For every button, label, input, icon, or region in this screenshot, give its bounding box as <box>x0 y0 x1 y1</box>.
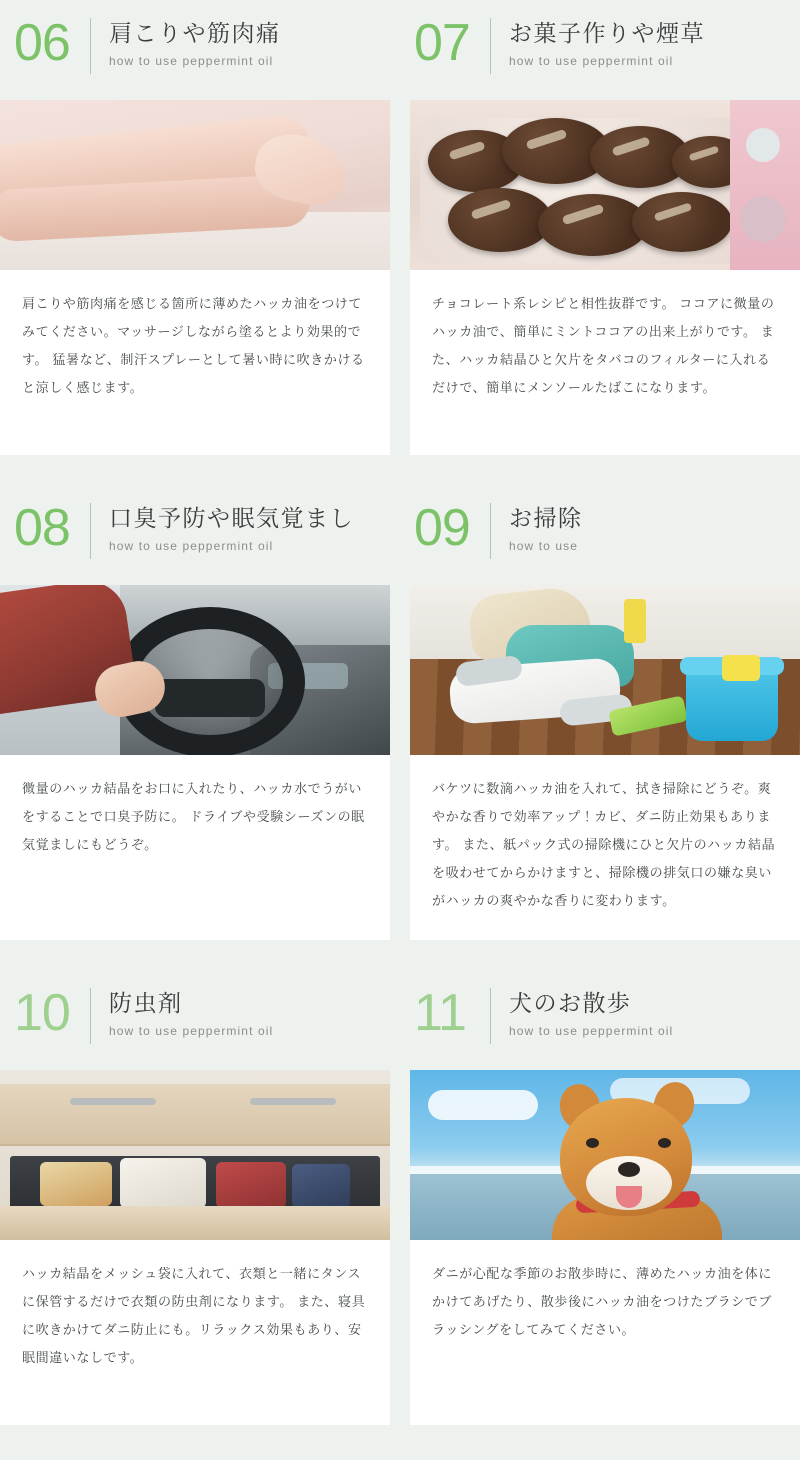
header-divider <box>490 988 491 1044</box>
section-titles-06 <box>109 16 281 71</box>
section-body-text-09: バケツに数滴ハッカ油を入れて、拭き掃除にどうぞ。爽やかな香りで効率アップ！カビ、ダニ防止効果もあります。 また、紙パック式の掃除機にひと欠片のハッカ結晶を吸わせてからかけますと、掃除機の排気口の嫌な臭いがハッカの爽やかな香りに変わります。 <box>432 781 776 908</box>
section-body-panel-11 <box>410 1240 800 1425</box>
section-card-09 <box>400 485 800 970</box>
header-divider <box>90 18 91 74</box>
chocolate-cookies-photo <box>410 100 800 270</box>
section-titles-10 <box>109 986 273 1041</box>
section-number-07: 07 <box>414 14 470 72</box>
section-body-panel-06 <box>0 270 390 455</box>
section-body-text-10: ハッカ結晶をメッシュ袋に入れて、衣類と一緒にタンスに保管するだけで衣類の防虫剤になります。 また、寝具に吹きかけてダニ防止にも。リラックス効果もあり、安眠間違いなしです。 <box>22 1266 366 1365</box>
section-header-06 <box>0 0 400 100</box>
section-title-jp-08: 口臭予防や眠気覚まし <box>109 505 354 531</box>
section-title-en-08: how to use peppermint oil <box>109 539 274 553</box>
section-number-09: 09 <box>414 499 470 557</box>
section-body-text-11: ダニが心配な季節のお散歩時に、薄めたハッカ油を体にかけてあげたり、散歩後にハッカ油をつけたブラシでブラッシングをしてみてください。 <box>432 1266 773 1337</box>
section-body-panel-10 <box>0 1240 390 1425</box>
section-titles-11 <box>509 986 673 1041</box>
header-divider <box>90 503 91 559</box>
section-body-panel-09 <box>410 755 800 940</box>
section-body-panel-07 <box>410 270 800 455</box>
section-title-en-06: how to use peppermint oil <box>109 54 274 68</box>
section-card-06 <box>0 0 400 485</box>
section-title-en-11: how to use peppermint oil <box>509 1024 674 1038</box>
section-number-10: 10 <box>14 984 70 1042</box>
header-divider <box>90 988 91 1044</box>
section-header-10 <box>0 970 400 1070</box>
section-body-text-06: 肩こりや筋肉痛を感じる箇所に薄めたハッカ油をつけてみてください。マッサージしながら塗るとより効果的です。 猛暑など、制汗スプレーとして暑い時に吹きかけると涼しく感じます。 <box>22 296 365 395</box>
section-title-jp-11: 犬のお散歩 <box>509 990 632 1016</box>
section-number-06: 06 <box>14 14 70 72</box>
section-title-jp-10: 防虫剤 <box>109 990 183 1016</box>
section-number-11: 11 <box>414 984 466 1042</box>
massage-legs-photo <box>0 100 390 270</box>
section-header-11 <box>400 970 800 1070</box>
section-header-07 <box>400 0 800 100</box>
floor-cleaning-photo <box>410 585 800 755</box>
section-title-en-09: how to use <box>509 539 579 553</box>
section-title-jp-06: 肩こりや筋肉痛 <box>109 20 281 46</box>
section-title-jp-09: お掃除 <box>509 505 583 531</box>
section-card-10 <box>0 970 400 1460</box>
section-card-11 <box>400 970 800 1460</box>
section-body-panel-08 <box>0 755 390 940</box>
section-titles-07 <box>509 16 705 71</box>
section-card-07 <box>400 0 800 485</box>
header-divider <box>490 18 491 74</box>
section-title-jp-07: お菓子作りや煙草 <box>509 20 705 46</box>
section-title-en-07: how to use peppermint oil <box>509 54 674 68</box>
section-number-08: 08 <box>14 499 70 557</box>
header-divider <box>490 503 491 559</box>
driving-steering-wheel-photo <box>0 585 390 755</box>
section-card-08 <box>0 485 400 970</box>
section-header-08 <box>0 485 400 585</box>
section-titles-08 <box>109 501 354 556</box>
section-titles-09 <box>509 501 583 556</box>
section-header-09 <box>400 485 800 585</box>
shiba-dog-walk-photo <box>410 1070 800 1240</box>
section-body-text-08: 微量のハッカ結晶をお口に入れたり、ハッカ水でうがいをすることで口臭予防に。 ドライブや受験シーズンの眠気覚ましにもどうぞ。 <box>22 781 365 852</box>
wooden-drawer-clothes-photo <box>0 1070 390 1240</box>
section-body-text-07: チョコレート系レシピと相性抜群です。 ココアに微量のハッカ油で、簡単にミントココアの出来上がりです。 また、ハッカ結晶ひと欠片をタバコのフィルターに入れるだけで、簡単にメンソールたばこになります。 <box>432 296 775 395</box>
section-title-en-10: how to use peppermint oil <box>109 1024 274 1038</box>
